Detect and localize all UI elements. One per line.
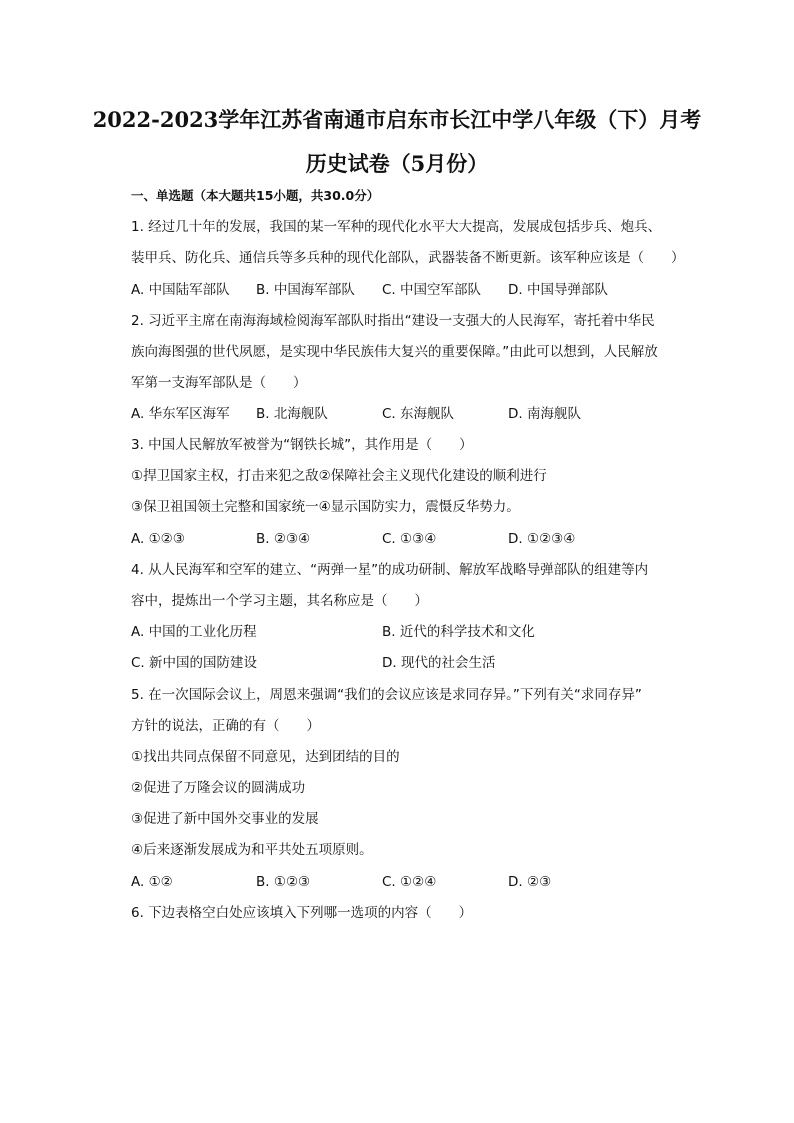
exam-title-line1: 2022-2023学年江苏省南通市启东市长江中学八年级（下）月考 — [92, 107, 702, 132]
q5-statement-2: ②促进了万隆会议的圆满成功 — [131, 780, 306, 796]
q5-statement-4: ④后来逐渐发展成为和平共处五项原则。 — [131, 842, 373, 858]
q5-statement-3: ③促进了新中国外交事业的发展 — [131, 811, 319, 827]
q5-option-c[interactable]: C. ①②④ — [382, 874, 437, 890]
q3-stem-line3: ③保卫祖国领土完整和国家统一④显示国防实力，震慑反华势力。 — [131, 499, 520, 515]
q4-option-b[interactable]: B. 近代的科学技术和文化 — [382, 624, 535, 640]
q5-option-d[interactable]: D. ②③ — [508, 874, 552, 890]
q3-option-d[interactable]: D. ①②③④ — [508, 531, 576, 547]
section-heading-single-choice: 一、单选题（本大题共15小题，共30.0分） — [131, 188, 380, 203]
q2-stem-line3: 军第一支海军部队是（ ） — [131, 375, 307, 391]
q1-option-b[interactable]: B. 中国海军部队 — [256, 282, 355, 298]
q1-option-a[interactable]: A. 中国陆军部队 — [131, 282, 230, 298]
q4-option-d[interactable]: D. 现代的社会生活 — [382, 655, 496, 671]
q2-option-a[interactable]: A. 华东军区海军 — [131, 406, 230, 422]
q2-option-d[interactable]: D. 南海舰队 — [508, 406, 581, 422]
q4-stem-line1: 4. 从人民海军和空军的建立、“两弹一星”的成功研制、解放军战略导弹部队的组建等内 — [131, 562, 649, 578]
q2-option-c[interactable]: C. 东海舰队 — [382, 406, 455, 422]
q1-option-c[interactable]: C. 中国空军部队 — [382, 282, 482, 298]
q3-option-b[interactable]: B. ②③④ — [256, 531, 311, 547]
q5-statement-1: ①找出共同点保留不同意见，达到团结的目的 — [131, 749, 400, 765]
q5-option-a[interactable]: A. ①② — [131, 874, 173, 890]
q5-stem-line1: 5. 在一次国际会议上，周恩来强调“我们的会议应该是求同存异。”下列有关“求同存异” — [131, 687, 642, 703]
q2-stem-line2: 族向海图强的世代夙愿，是实现中华民族伟大复兴的重要保障。”由此可以想到，人民解放 — [131, 344, 658, 360]
q4-stem-line2: 容中，提炼出一个学习主题，其名称应是（ ） — [131, 593, 428, 609]
q3-stem-line2: ①捍卫国家主权，打击来犯之敌②保障社会主义现代化建设的顺利进行 — [131, 468, 547, 484]
q4-option-a[interactable]: A. 中国的工业化历程 — [131, 624, 257, 640]
q2-stem-line1: 2. 习近平主席在南海海域检阅海军部队时指出“建设一支强大的人民海军，寄托着中华民 — [131, 313, 655, 329]
q6-stem-line1: 6. 下边表格空白处应该填入下列哪一选项的内容（ ） — [131, 905, 473, 921]
q4-option-c[interactable]: C. 新中国的国防建设 — [131, 655, 258, 671]
q3-option-c[interactable]: C. ①③④ — [382, 531, 437, 547]
exam-title-line2: 历史试卷（5月份） — [305, 151, 489, 176]
q2-option-b[interactable]: B. 北海舰队 — [256, 406, 328, 422]
q1-option-d[interactable]: D. 中国导弹部队 — [508, 282, 608, 298]
q1-stem-line2: 装甲兵、防化兵、通信兵等多兵种的现代化部队，武器装备不断更新。该军种应该是（ ） — [131, 250, 685, 266]
q5-option-b[interactable]: B. ①②③ — [256, 874, 311, 890]
q1-stem-line1: 1. 经过几十年的发展，我国的某一军种的现代化水平大大提高，发展成包括步兵、炮兵、 — [131, 219, 662, 235]
q3-stem-line1: 3. 中国人民解放军被誉为“钢铁长城”，其作用是（ ） — [131, 437, 473, 453]
q5-stem-line2: 方针的说法，正确的有（ ） — [131, 718, 320, 734]
q3-option-a[interactable]: A. ①②③ — [131, 531, 185, 547]
